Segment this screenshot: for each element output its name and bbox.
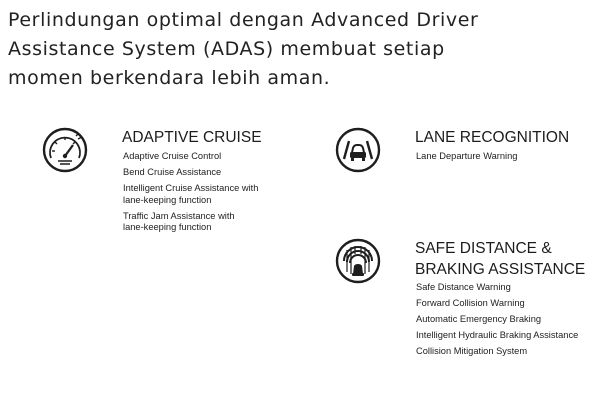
list-item [123, 151, 303, 163]
list-item [416, 330, 600, 342]
list-item [416, 346, 600, 358]
feature-title [415, 127, 569, 148]
list-item [123, 211, 303, 234]
list-item-line: Forward Collision Warning [416, 298, 525, 308]
feature-list [416, 151, 596, 167]
adaptive-cruise-gauge-icon [42, 127, 88, 173]
list-item [416, 298, 600, 310]
list-item-line: Intelligent Cruise Assistance with [123, 183, 259, 193]
safe-distance-radar-icon [335, 238, 381, 284]
list-item [123, 167, 303, 179]
feature-title [122, 127, 262, 148]
list-item-line: Collision Mitigation System [416, 346, 528, 356]
list-item [416, 314, 600, 326]
list-item-line: Automatic Emergency Braking [416, 314, 542, 324]
feature-title-line: SAFE DISTANCE & [415, 240, 552, 257]
list-item [416, 151, 596, 163]
headline-line: Perlindungan optimal dengan Advanced Driver [8, 9, 479, 31]
list-item [416, 282, 600, 294]
list-item-line: Bend Cruise Assistance [123, 167, 222, 177]
headline [8, 6, 588, 93]
feature-list [123, 151, 303, 238]
feature-title [415, 238, 585, 280]
list-item-line: lane-keeping function [123, 222, 212, 232]
headline-line: momen berkendara lebih aman. [8, 67, 331, 89]
list-item-line: lane-keeping function [123, 194, 212, 205]
feature-title-line: LANE RECOGNITION [415, 129, 570, 146]
list-item-line: Lane Departure Warning [416, 151, 518, 161]
list-item [123, 183, 303, 206]
list-item-line: Safe Distance Warning [416, 282, 511, 292]
feature-title-line: ADAPTIVE CRUISE [122, 129, 262, 146]
feature-list [416, 282, 600, 362]
list-item-line: Traffic Jam Assistance with [123, 210, 235, 221]
list-item-line: Adaptive Cruise Control [123, 151, 222, 161]
lane-recognition-car-icon [335, 127, 381, 173]
headline-line: Assistance System (ADAS) membuat setiap [8, 38, 445, 60]
list-item-line: Intelligent Hydraulic Braking Assistance [416, 330, 579, 340]
feature-title-line: BRAKING ASSISTANCE [415, 261, 586, 278]
